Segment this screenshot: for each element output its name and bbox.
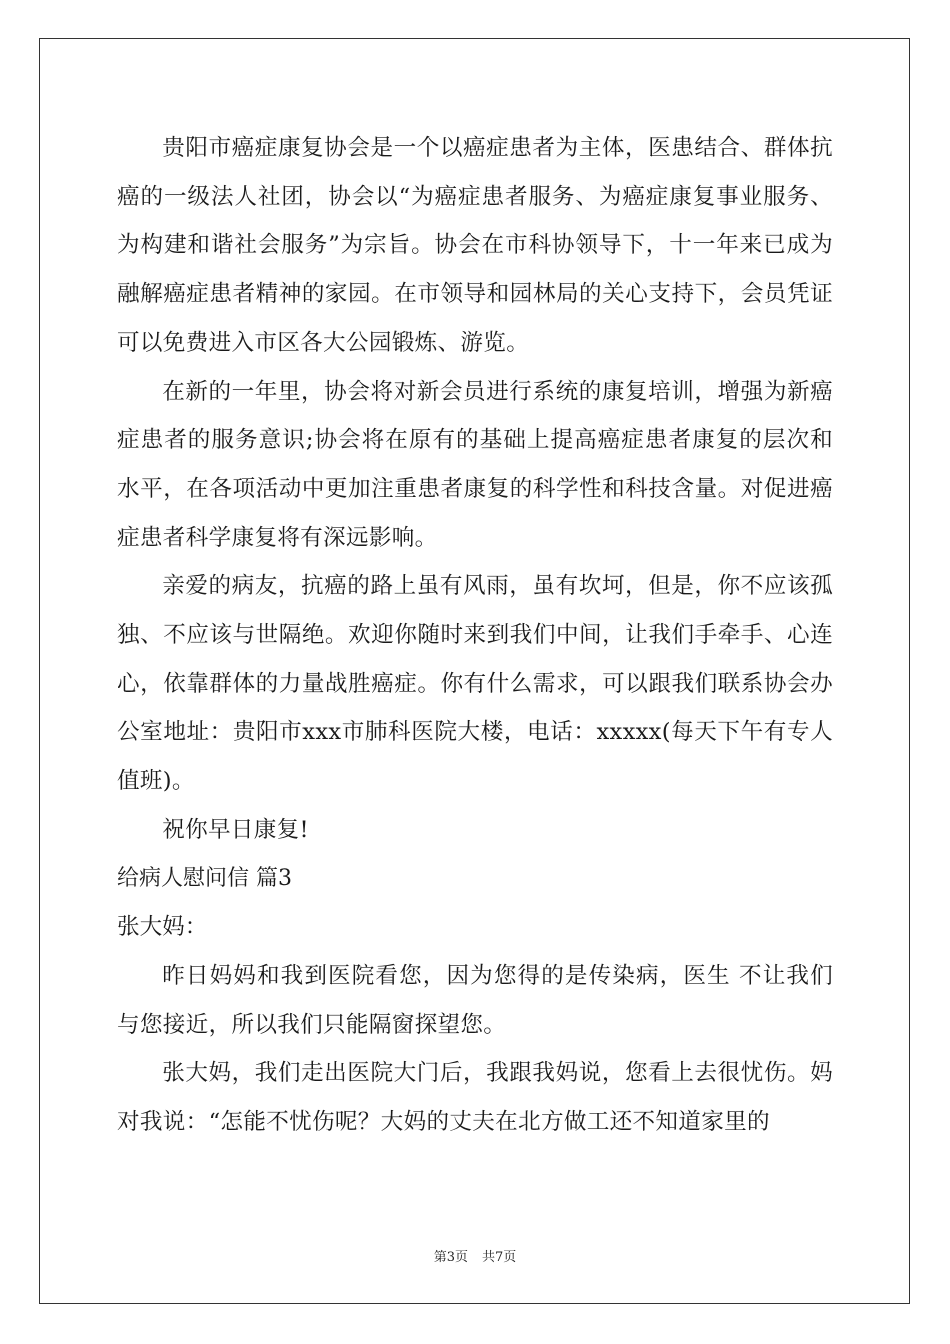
page-number-current: 第3页 bbox=[433, 1250, 468, 1265]
paragraph-association-intro: 贵阳市癌症康复协会是一个以癌症患者为主体，医患结合、群体抗癌的一级法人社团，协会以“为癌症患者服务、为癌症康复事业服务、为构建和谐社会服务”为宗旨。协会在市科协领导下，十一年来已成为融解癌症患者精神的家园。在市领导和园林局的关心支持下，会员凭证可以免费进入市区各大公园锻炼、游览。 bbox=[117, 135, 833, 356]
paragraph-invitation: 亲爱的病友，抗癌的路上虽有风雨，虽有坎坷，但是，你不应该孤独、不应该与世隔绝。欢迎你随时来到我们中间，让我们手牵手、心连心，依靠群体的力量战胜癌症。你有什么需求，可以跟我们联系协会办公室地址：贵阳市xxx市肺科医院大楼，电话：xxxxx(每天下午有专人值班)。 bbox=[117, 573, 833, 795]
paragraph-new-year-plan: 在新的一年里，协会将对新会员进行系统的康复培训，增强为新癌症患者的服务意识;协会将在原有的基础上提高癌症患者康复的层次和水平，在各项活动中更加注重患者康复的科学性和科技含量。对促进癌症患者科学康复将有深远影响。 bbox=[117, 378, 833, 551]
document-body bbox=[117, 124, 833, 1147]
section-heading: 给病人慰问信 篇3 bbox=[117, 865, 292, 891]
letter-paragraph-visit: 昨日妈妈和我到医院看您，因为您得的是传染病，医生 不让我们与您接近，所以我们只能隔窗探望您。 bbox=[117, 962, 833, 1038]
letter-paragraph-sadness: 张大妈，我们走出医院大门后，我跟我妈说，您看上去很忧伤。妈对我说：“怎能不忧伤呢？大妈的丈夫在北方做工还不知道家里的 bbox=[117, 1060, 833, 1136]
page-footer bbox=[0, 1246, 950, 1265]
paragraph-wish: 祝你早日康复! bbox=[162, 816, 309, 843]
page-number-total: 共7页 bbox=[482, 1250, 517, 1265]
letter-salutation: 张大妈： bbox=[117, 914, 208, 941]
